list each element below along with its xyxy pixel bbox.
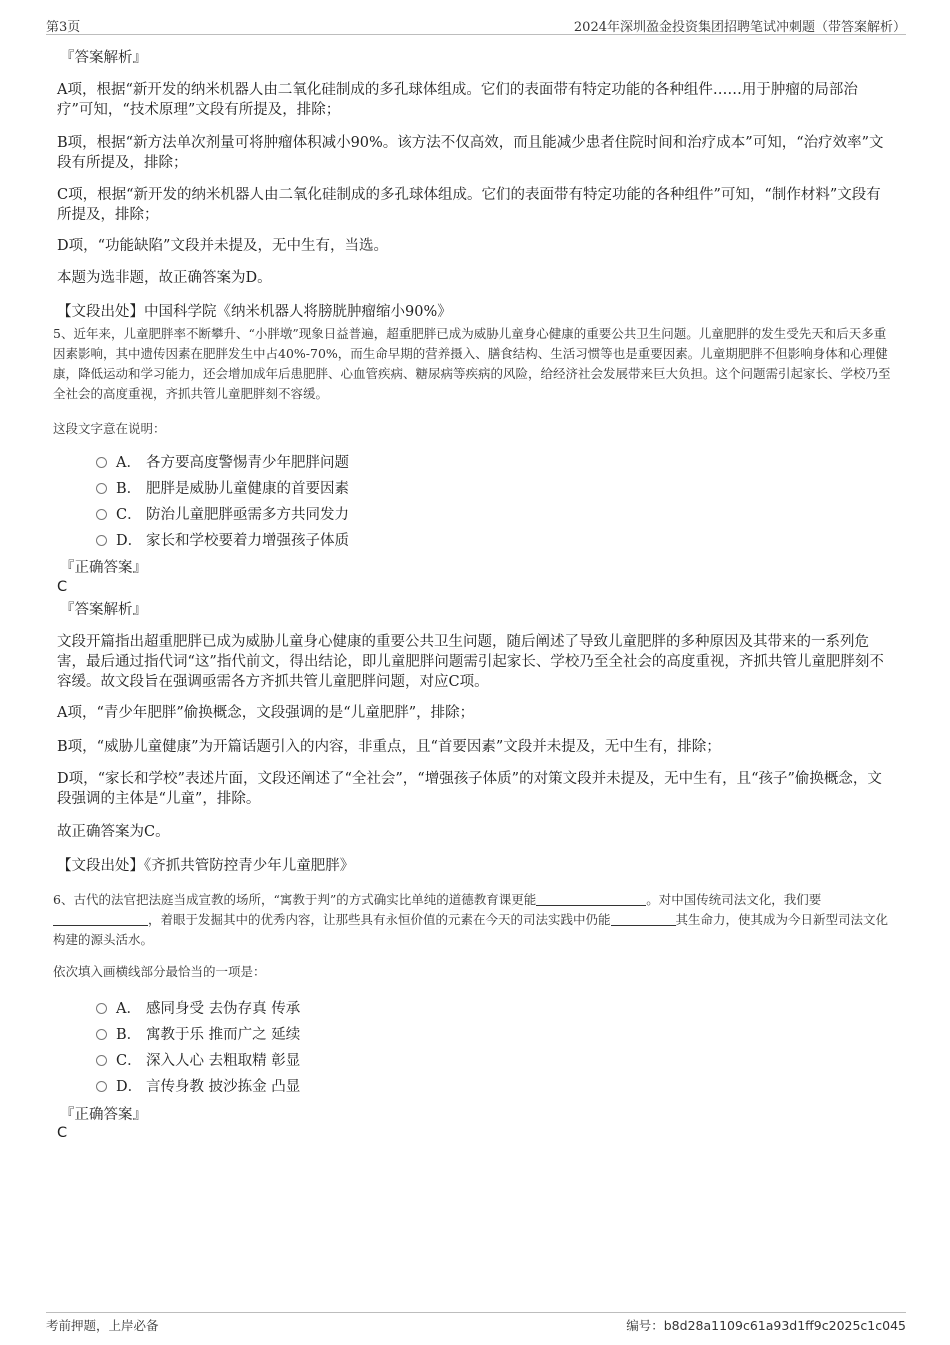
q5-analysis-d: D项，“家长和学校”表述片面，文段还阐述了“全社会”，“增强孩子体质”的对策文段并未提及，无中生有，且“孩子”偷换概念，文段强调的主体是“儿童”，排除。 (57, 771, 882, 807)
q6-option-a[interactable]: A． 感同身受 去伪存真 传承 (96, 999, 300, 1019)
q5-conclusion: 故正确答案为C。 (57, 824, 170, 840)
blank-1 (536, 892, 646, 906)
radio-icon[interactable] (96, 1003, 107, 1014)
q5-analysis-main: 文段开篇指出超重肥胖已成为威胁儿童身心健康的重要公共卫生问题，随后阐述了导致儿童肥胖的多种原因及其带来的一系列危害，最后通过指代词“这”指代前文，得出结论，即儿童肥胖问题需引起家长、学校乃至全社会的高度重视，齐抓共管儿童肥胖刻不容缓。故文段旨在强调亟需各方齐抓共管儿童肥胖问题，对应C项。 (57, 634, 884, 690)
q5-analysis-label: 『答案解析』 (60, 602, 147, 618)
q4-analysis-a: A项，根据“新开发的纳米机器人由二氧化硅制成的多孔球体组成。它们的表面带有特定功能的各种组件……用于肿瘤的局部治疗”可知，“技术原理”文段有所提及，排除； (57, 82, 858, 118)
radio-icon[interactable] (96, 457, 107, 468)
radio-icon[interactable] (96, 483, 107, 494)
q6-prompt: 依次填入画横线部分最恰当的一项是： (53, 964, 266, 979)
footer-code: 编号：b8d28a1109c61a93d1ff9c2025c1c045 (626, 1318, 906, 1333)
radio-icon[interactable] (96, 1081, 107, 1092)
q6-answer: C (57, 1125, 68, 1141)
q6-option-d[interactable]: D． 言传身教 披沙拣金 凸显 (96, 1077, 300, 1097)
radio-icon[interactable] (96, 535, 107, 546)
q4-conclusion: 本题为选非题，故正确答案为D。 (57, 270, 272, 286)
q6-answer-label: 『正确答案』 (60, 1107, 147, 1123)
q5-option-c[interactable]: C． 防治儿童肥胖亟需多方共同发力 (96, 505, 349, 525)
q5-answer: C (57, 579, 68, 595)
blank-3 (611, 912, 676, 926)
q4-analysis-label: 『答案解析』 (60, 50, 147, 66)
blank-2 (53, 912, 148, 926)
q4-source: 【文段出处】中国科学院《纳米机器人将膀胱肿瘤缩小90%》 (57, 304, 452, 320)
document-title: 2024年深圳盈金投资集团招聘笔试冲刺题（带答案解析） (573, 20, 906, 35)
q4-analysis-c: C项，根据“新开发的纳米机器人由二氧化硅制成的多孔球体组成。它们的表面带有特定功能的各种组件”可知，“制作材料”文段有所提及，排除； (57, 187, 881, 223)
page-number: 第3页 (46, 20, 81, 35)
page-footer (46, 1312, 906, 1333)
q6-option-c[interactable]: C． 深入人心 去粗取精 彰显 (96, 1051, 300, 1071)
page-header (46, 14, 906, 35)
q5-option-d[interactable]: D． 家长和学校要着力增强孩子体质 (96, 531, 349, 551)
q5-option-a[interactable]: A． 各方要高度警惕青少年肥胖问题 (96, 453, 349, 473)
q5-source: 【文段出处】《齐抓共管防控青少年儿童肥胖》 (57, 858, 355, 874)
q4-analysis-b: B项，根据“新方法单次剂量可将肿瘤体积减小90%。该方法不仅高效，而且能减少患者住院时间和治疗成本”可知，“治疗效率”文段有所提及，排除； (57, 135, 884, 171)
radio-icon[interactable] (96, 509, 107, 520)
q5-option-b[interactable]: B． 肥胖是威胁儿童健康的首要因素 (96, 479, 349, 499)
radio-icon[interactable] (96, 1055, 107, 1066)
radio-icon[interactable] (96, 1029, 107, 1040)
footer-slogan: 考前押题，上岸必备 (46, 1318, 159, 1333)
q4-analysis-d: D项，“功能缺陷”文段并未提及，无中生有，当选。 (57, 238, 388, 254)
q5-prompt: 这段文字意在说明： (53, 421, 166, 436)
q6-option-b[interactable]: B． 寓教于乐 推而广之 延续 (96, 1025, 300, 1045)
q6-stem: 6、古代的法官把法庭当成宣教的场所，“寓教于判”的方式确实比单纯的道德教育课更能 。对中国传统司法文化，我们要，着眼于发掘其中的优秀内容，让那些具有永恒价值的元素在今天的司法实践中仍能 其生命力，使其成为今日新型司法文化构建的源头活水。 (53, 892, 889, 947)
q5-analysis-b: B项，“威胁儿童健康”为开篇话题引入的内容，非重点，且“首要因素”文段并未提及，无中生有，排除； (57, 739, 721, 755)
q5-answer-label: 『正确答案』 (60, 560, 147, 576)
q5-analysis-a: A项，“青少年肥胖”偷换概念，文段强调的是“儿童肥胖”，排除； (57, 705, 475, 721)
q5-stem: 5、近年来，儿童肥胖率不断攀升、“小胖墩”现象日益普遍，超重肥胖已成为威胁儿童身心健康的重要公共卫生问题。儿童肥胖的发生受先天和后天多重因素影响，其中遗传因素在肥胖发生中占40%-70%，而生命早期的营养摄入、膳食结构、生活习惯等也是重要因素。儿童期肥胖不但影响身体和心理健康，降低运动和学习能力，还会增加成年后患肥胖、心血管疾病、糖尿病等疾病的风险，给经济社会发展带来巨大负担。这个问题需引起家长、学校乃至全社会的高度重视，齐抓共管儿童肥胖刻不容缓。 (53, 326, 891, 401)
